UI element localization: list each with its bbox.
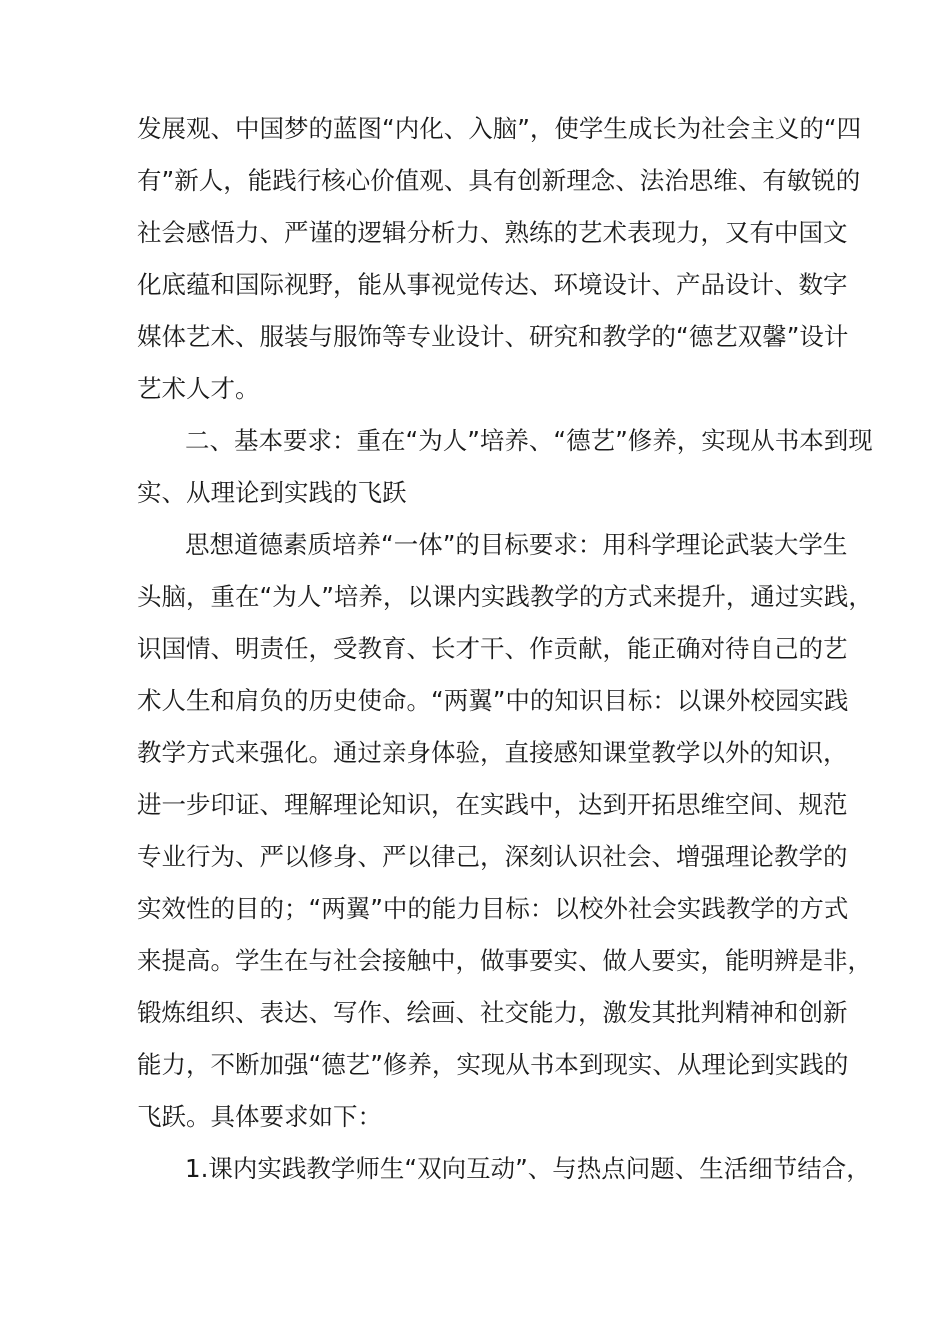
- text-line-12: 术人生和肩负的历史使命。“两翼”中的知识目标：以课外校园实践: [137, 686, 849, 715]
- text-line-4: 化底蕴和国际视野，能从事视觉传达、环境设计、产品设计、数字: [137, 270, 848, 299]
- text-line-6: 艺术人才。: [137, 374, 260, 403]
- text-line-9: 思想道德素质培养“一体”的目标要求：用科学理论武装大学生: [185, 530, 848, 559]
- section-heading-line-1: 二、基本要求：重在“为人”培养、“德艺”修养，实现从书本到现: [185, 426, 873, 455]
- text-line-16: 实效性的目的；“两翼”中的能力目标：以校外社会实践教学的方式: [137, 894, 849, 923]
- text-line-18: 锻炼组织、表达、写作、绘画、社交能力，激发其批判精神和创新: [137, 998, 848, 1027]
- text-line-15: 专业行为、严以修身、严以律己，深刻认识社会、增强理论教学的: [137, 842, 848, 871]
- text-line-1: 发展观、中国梦的蓝图“内化、入脑”，使学生成长为社会主义的“四: [137, 114, 862, 143]
- list-item-1: 1.课内实践教学师生“双向互动”、与热点问题、生活细节结合，: [185, 1154, 871, 1183]
- text-line-2: 有”新人，能践行核心价值观、具有创新理念、法治思维、有敏锐的: [137, 166, 861, 195]
- text-line-5: 媒体艺术、服装与服饰等专业设计、研究和教学的“德艺双馨”设计: [137, 322, 849, 351]
- text-line-3: 社会感悟力、严谨的逻辑分析力、熟练的艺术表现力，又有中国文: [137, 218, 848, 247]
- text-line-19: 能力，不断加强“德艺”修养，实现从书本到现实、从理论到实践的: [137, 1050, 849, 1079]
- text-line-17: 来提高。学生在与社会接触中，做事要实、做人要实，能明辨是非，: [137, 946, 872, 975]
- text-line-10: 头脑，重在“为人”培养，以课内实践教学的方式来提升，通过实践，: [137, 582, 873, 611]
- text-line-14: 进一步印证、理解理论知识，在实践中，达到开拓思维空间、规范: [137, 790, 848, 819]
- text-line-11: 识国情、明责任，受教育、长才干、作贡献，能正确对待自己的艺: [137, 634, 848, 663]
- section-heading-line-2: 实、从理论到实践的飞跃: [137, 478, 407, 507]
- text-line-13: 教学方式来强化。通过亲身体验，直接感知课堂教学以外的知识，: [137, 738, 848, 767]
- text-line-20: 飞跃。具体要求如下：: [137, 1102, 382, 1131]
